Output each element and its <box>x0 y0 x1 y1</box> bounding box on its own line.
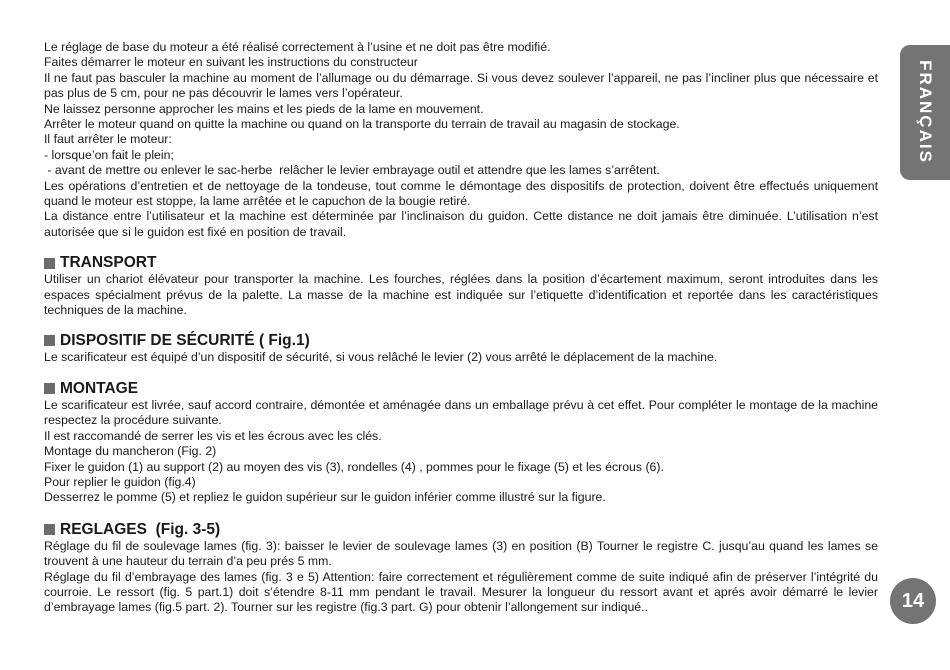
page-content <box>44 40 878 616</box>
section-paragraph: Réglage du fil d’embrayage des lames (fig. 3 e 5) Attention: faire correctement et régulièrement comme de suite indiqué afin de préserver l’intégrité du courroie. Le ressort (fig. 5 part.1) doit s’étendre 8-11 mm pendant le travail. Mesurer la longueur du ressort avant et aprés avoir démarré le levier d’embrayage lames (fig.5 part. 2). Tourner sur les registre (fig.3 part. G) pour obtenir l’allongement sur indiqué.. <box>44 569 878 615</box>
section-reglages <box>44 518 878 616</box>
intro-paragraph: Arrêter le moteur quand on quitte la machine ou quand on la transporte du terrain de travail au magasin de stockage. <box>44 117 680 132</box>
section-paragraph: Le scarificateur est livrée, sauf accord contraire, démontée et aménagée dans un emballage prévu à cet effet. Pour compléter le montage de la machine respectez la procédure suivante. <box>44 397 878 428</box>
section-heading-text: MONTAGE <box>60 379 139 397</box>
section-transport <box>44 251 878 318</box>
section-paragraph: Le scarificateur est équipé d’un dispositif de sécurité, si vous relâché le levier (2) vous arrêté le déplacement de la machine. <box>44 349 718 364</box>
section-paragraph: Il est raccomandé de serrer les vis et les écrous avec les clés. <box>44 428 382 443</box>
section-heading-text: DISPOSITIF DE SÉCURITÉ ( Fig.1) <box>60 331 310 349</box>
page-number: 14 <box>890 578 936 624</box>
section-paragraph: Réglage du fil de soulevage lames (fig. 3): baisser le levier de soulevage lames (3) en position (B) Tourner le registre C. jusqu’au quand les lames se trouvent à une hauteur du terrain d’a peu prés 5 mm. <box>44 538 878 569</box>
section-heading <box>44 518 878 539</box>
section-paragraph: Desserrez le pomme (5) et repliez le guidon supérieur sur le guidon inférier comme illustré sur la figure. <box>44 490 606 505</box>
square-bullet-icon <box>44 524 55 535</box>
square-bullet-icon <box>44 383 55 394</box>
section-heading <box>44 377 878 398</box>
section-heading <box>44 329 878 350</box>
section-safety-device <box>44 329 878 365</box>
intro-paragraph: La distance entre l’utilisateur et la machine est déterminée par l’inclinaison du guidon. Cette distance ne doit jamais être diminuée. L’utilisation n’est autorisée que si le guidon est fixé en position de travail. <box>44 209 878 239</box>
section-montage <box>44 377 878 506</box>
intro-paragraph: - lorsque’on fait le plein; <box>44 147 174 162</box>
language-label: FRANÇAIS <box>916 60 935 164</box>
section-heading <box>44 251 878 272</box>
intro-paragraph: Il ne faut pas basculer la machine au moment de l’allumage ou du démarrage. Si vous devez soulever l’appareil, ne pas l’incliner plus que nécessaire et pas plus de 5 cm, pour ne pas découvrir le lames vers l’opérateur. <box>44 70 878 101</box>
intro-paragraph: Les opérations d’entretien et de nettoyage de la tondeuse, tout comme le démontage des dispositifs de protection, doivent être effectués uniquement quand le moteur est stoppe, la lame arrêtée et le capuchon de la bougie retiré. <box>44 178 878 209</box>
section-paragraph: Fixer le guidon (1) au support (2) au moyen des vis (3), rondelles (4) , pommes pour le fixage (5) et les écrous (6). <box>44 459 664 474</box>
intro-paragraph: Le réglage de base du moteur a été réalisé correctement à l’usine et ne doit pas être modifié. <box>44 40 551 54</box>
intro-block <box>44 40 878 240</box>
square-bullet-icon <box>44 335 55 346</box>
intro-paragraph: - avant de mettre ou enlever le sac-herbe relâcher le levier embrayage outil et attendre que les lames s’arrêtent. <box>44 163 660 178</box>
section-paragraph: Montage du mancheron (Fig. 2) <box>44 444 217 459</box>
intro-paragraph: Il faut arrêter le moteur: <box>44 132 172 147</box>
intro-paragraph: Ne laissez personne approcher les mains et les pieds de la lame en mouvement. <box>44 101 484 116</box>
square-bullet-icon <box>44 258 55 269</box>
section-paragraph: Utiliser un chariot élévateur pour transporter la machine. Les fourches, réglées dans la position d’écartement maximum, seront introduites dans les espaces spécialment prévus de la palette. La masse de la machine est indiquée sur l’etiquette d’identification et reportée dans les caractéristiques techniques de la machine. <box>44 272 878 318</box>
language-tab <box>900 45 950 180</box>
section-heading-text: TRANSPORT <box>60 254 157 272</box>
section-heading-text: REGLAGES (Fig. 3-5) <box>60 520 221 538</box>
intro-paragraph: Faites démarrer le moteur en suivant les instructions du constructeur <box>44 55 418 70</box>
section-paragraph: Pour replier le guidon (fig.4) <box>44 474 196 489</box>
